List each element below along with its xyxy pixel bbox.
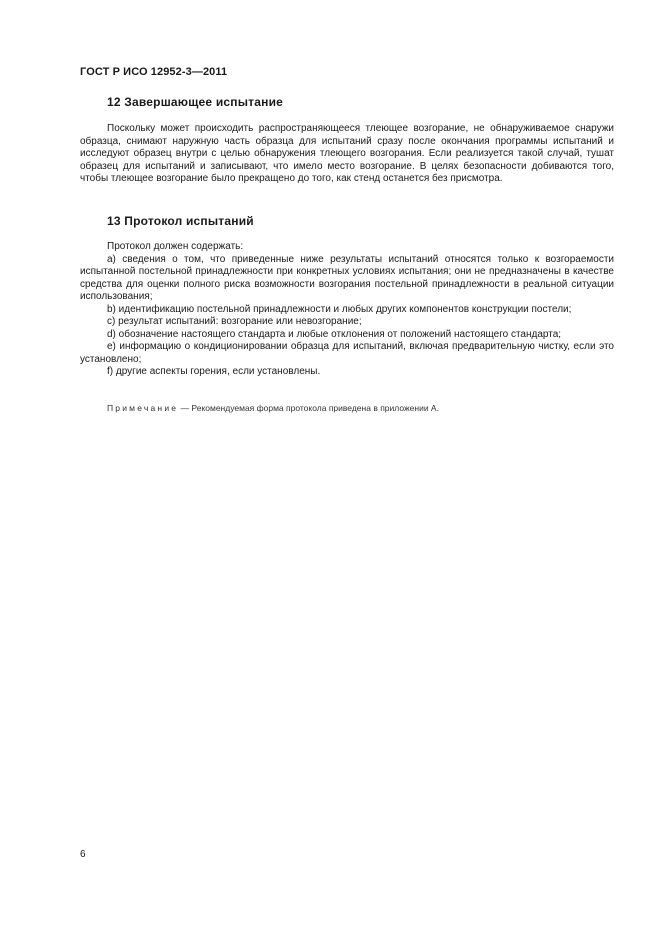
note-text: — Рекомендуемая форма протокола приведена в приложении А. xyxy=(178,403,439,413)
list-item: с) результат испытаний: возгорание или невозгорание; xyxy=(107,316,362,327)
section-12-title: 12 Завершающее испытание xyxy=(107,95,284,109)
list-item: b) идентификацию постельной принадлежности и любых других компонентов конструкции постели; xyxy=(107,303,572,315)
section-13-title: 13 Протокол испытаний xyxy=(107,214,254,228)
document-header: ГОСТ Р ИСО 12952-3—2011 xyxy=(80,66,228,78)
list-item: d) обозначение настоящего стандарта и любые отклонения от положений настоящего стандарта; xyxy=(107,328,562,340)
section-12-text: Поскольку может происходить распространяющееся тлеющее возгорание, не обнаруживаемое снаружи образца, снимают наружную часть образца для испытаний сразу после окончания программы испытаний и исследуют образец внутри с целью обнаружения тлеющего возгорания. Если реализуется такой случай, тушат образец для испытаний и записывают, что имело место возгорание. В целях безопасности добиваются того, чтобы тлеющее возгорание было прекращено до того, как стенд останется без присмотра. xyxy=(80,123,614,184)
page-number: 6 xyxy=(80,849,86,860)
note-label: Примечание xyxy=(107,403,179,413)
list-item: е) информацию о кондиционировании образца для испытаний, включая предварительную чистку, если это установлено; xyxy=(80,341,614,365)
list-item: а) сведения о том, что приведенные ниже результаты испытаний относятся только к возгораемости испытанной постельной принадлежности при конкретных условиях испытания; они не предназначены в качестве средства для оценки полного риска возможности возгорания постельной принадлежности в реальной ситуации использования; xyxy=(80,253,614,302)
report-contents-list xyxy=(80,241,614,379)
list-intro: Протокол должен содержать: xyxy=(107,241,244,252)
list-item: f) другие аспекты горения, если установлены. xyxy=(107,366,321,377)
note xyxy=(107,403,439,413)
